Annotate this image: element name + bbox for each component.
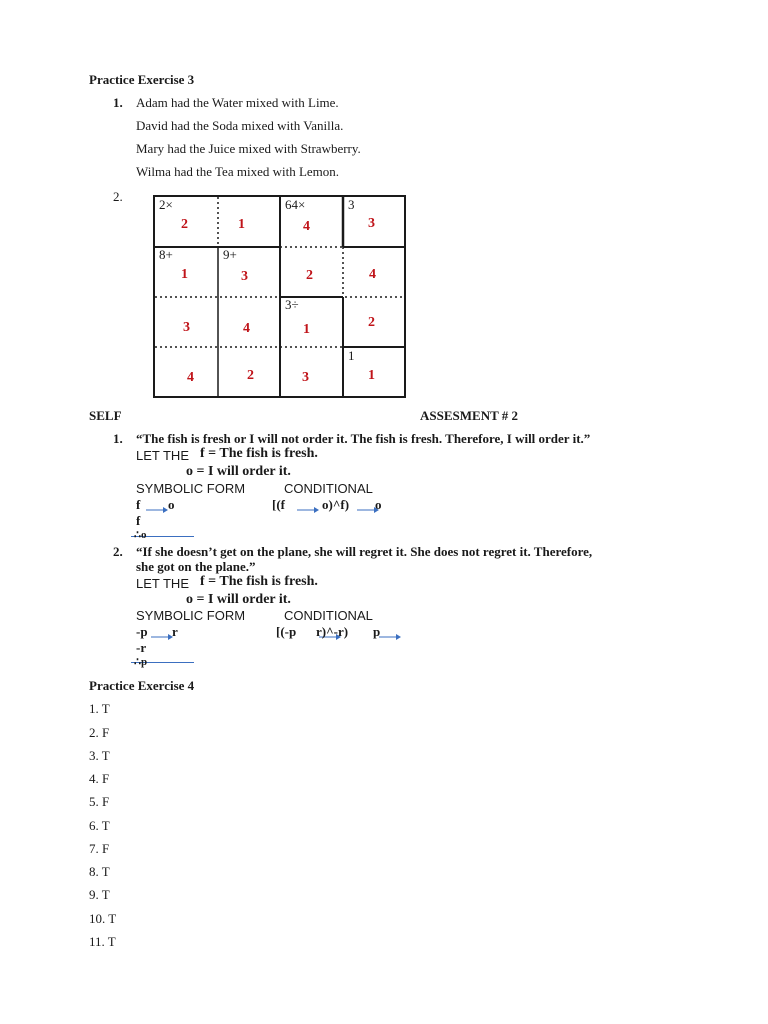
answer-item: 11. T bbox=[89, 934, 116, 949]
cage-clue: 9+ bbox=[223, 247, 237, 262]
q2-conclusion: ∴p bbox=[134, 656, 148, 668]
cage-clue: 8+ bbox=[159, 247, 173, 262]
q2-cond-a: [(-p bbox=[276, 624, 297, 639]
cell-answer: 1 bbox=[181, 267, 188, 282]
q2-statement-line1: “If she doesn’t get on the plane, she will regret it. She does not regret it. Therefore, bbox=[136, 544, 593, 559]
q1-cond-a: [(f bbox=[272, 497, 285, 512]
q1-symbol-f: f bbox=[136, 497, 141, 512]
answer-item: 6. T bbox=[89, 818, 110, 833]
self-heading: SELF bbox=[89, 408, 122, 423]
answer-item: 8. T bbox=[89, 864, 110, 879]
answer-item: 4. F bbox=[89, 771, 110, 786]
q2-conditional-label: CONDITIONAL bbox=[284, 608, 373, 623]
q1-let-prefix: LET THE bbox=[136, 448, 189, 463]
cell-answer: 2 bbox=[181, 217, 188, 232]
q2-cond-b: r)^-r) bbox=[316, 624, 349, 639]
cell-answer: 4 bbox=[243, 321, 250, 336]
answer-item: 7. F bbox=[89, 841, 110, 856]
q1-cond-c: o bbox=[375, 497, 382, 512]
q2-cond-c: p bbox=[373, 624, 381, 639]
assessment-heading: ASSESMENT # 2 bbox=[420, 408, 519, 423]
cell-answer: 2 bbox=[306, 268, 313, 283]
answer-item: 3. T bbox=[89, 748, 110, 763]
cage-clue: 3 bbox=[348, 197, 355, 212]
arrow-icon bbox=[378, 628, 402, 640]
q2-symbol-p: -p bbox=[136, 624, 148, 639]
arrow-icon bbox=[145, 501, 169, 513]
cell-answer: 3 bbox=[368, 216, 375, 231]
cell-answer: 3 bbox=[241, 269, 248, 284]
kenken-grid bbox=[153, 195, 406, 398]
q2-symbolic-label: SYMBOLIC FORM bbox=[136, 608, 246, 623]
cage-clue: 1 bbox=[348, 348, 355, 363]
cell-answer: 1 bbox=[368, 368, 375, 383]
q2-let-f: f = The fish is fresh. bbox=[200, 574, 318, 589]
cage-clue: 64× bbox=[285, 197, 306, 212]
q2-symbol-r: r bbox=[172, 624, 178, 639]
practice-exercise-4-title: Practice Exercise 4 bbox=[89, 678, 195, 693]
cell-answer: 4 bbox=[187, 370, 194, 385]
answer-item: 9. T bbox=[89, 887, 110, 902]
item-2-number: 2. bbox=[113, 189, 123, 204]
item-1-number: 1. bbox=[113, 95, 123, 110]
q1-let-o: o = I will order it. bbox=[186, 464, 291, 479]
q1-let-f: f = The fish is fresh. bbox=[200, 446, 318, 461]
cell-answer: 3 bbox=[183, 320, 190, 335]
answer-item: 1. T bbox=[89, 701, 110, 716]
q1-conditional-label: CONDITIONAL bbox=[284, 481, 373, 496]
arrow-icon bbox=[150, 628, 174, 640]
cage-clue: 3÷ bbox=[285, 297, 299, 312]
cell-answer: 1 bbox=[303, 322, 310, 337]
practice-exercise-3-title: Practice Exercise 3 bbox=[89, 72, 195, 87]
q2-premise-r: -r bbox=[136, 640, 147, 655]
q1-statement: “The fish is fresh or I will not order it. The fish is fresh. Therefore, I will order it.” bbox=[136, 431, 591, 446]
answer-item: 2. F bbox=[89, 725, 110, 740]
q2-number: 2. bbox=[113, 544, 123, 559]
grid-lines bbox=[155, 197, 404, 396]
q1-conclusion: ∴o bbox=[134, 529, 147, 541]
cell-answer: 4 bbox=[369, 267, 376, 282]
answer-item: 10. T bbox=[89, 911, 117, 926]
answer-item: 5. F bbox=[89, 794, 110, 809]
answer-line-4: Wilma had the Tea mixed with Lemon. bbox=[136, 164, 340, 179]
cell-answer: 1 bbox=[238, 217, 245, 232]
q1-premise-f: f bbox=[136, 513, 141, 528]
q2-let-o: o = I will order it. bbox=[186, 592, 291, 607]
q1-number: 1. bbox=[113, 431, 123, 446]
answer-line-2: David had the Soda mixed with Vanilla. bbox=[136, 118, 344, 133]
cell-answer: 3 bbox=[302, 370, 309, 385]
q2-statement-line2: she got on the plane.” bbox=[136, 559, 256, 574]
arrow-icon bbox=[296, 501, 320, 513]
cage-clue: 2× bbox=[159, 197, 173, 212]
answer-line-1: Adam had the Water mixed with Lime. bbox=[136, 95, 339, 110]
q1-symbol-o: o bbox=[168, 497, 175, 512]
answer-line-3: Mary had the Juice mixed with Strawberry. bbox=[136, 141, 361, 156]
cell-answer: 2 bbox=[247, 368, 254, 383]
cell-answer: 2 bbox=[368, 315, 375, 330]
cell-answer: 4 bbox=[303, 219, 310, 234]
q1-cond-b: o)^f) bbox=[322, 497, 350, 512]
q2-let-prefix: LET THE bbox=[136, 576, 189, 591]
q1-symbolic-label: SYMBOLIC FORM bbox=[136, 481, 246, 496]
